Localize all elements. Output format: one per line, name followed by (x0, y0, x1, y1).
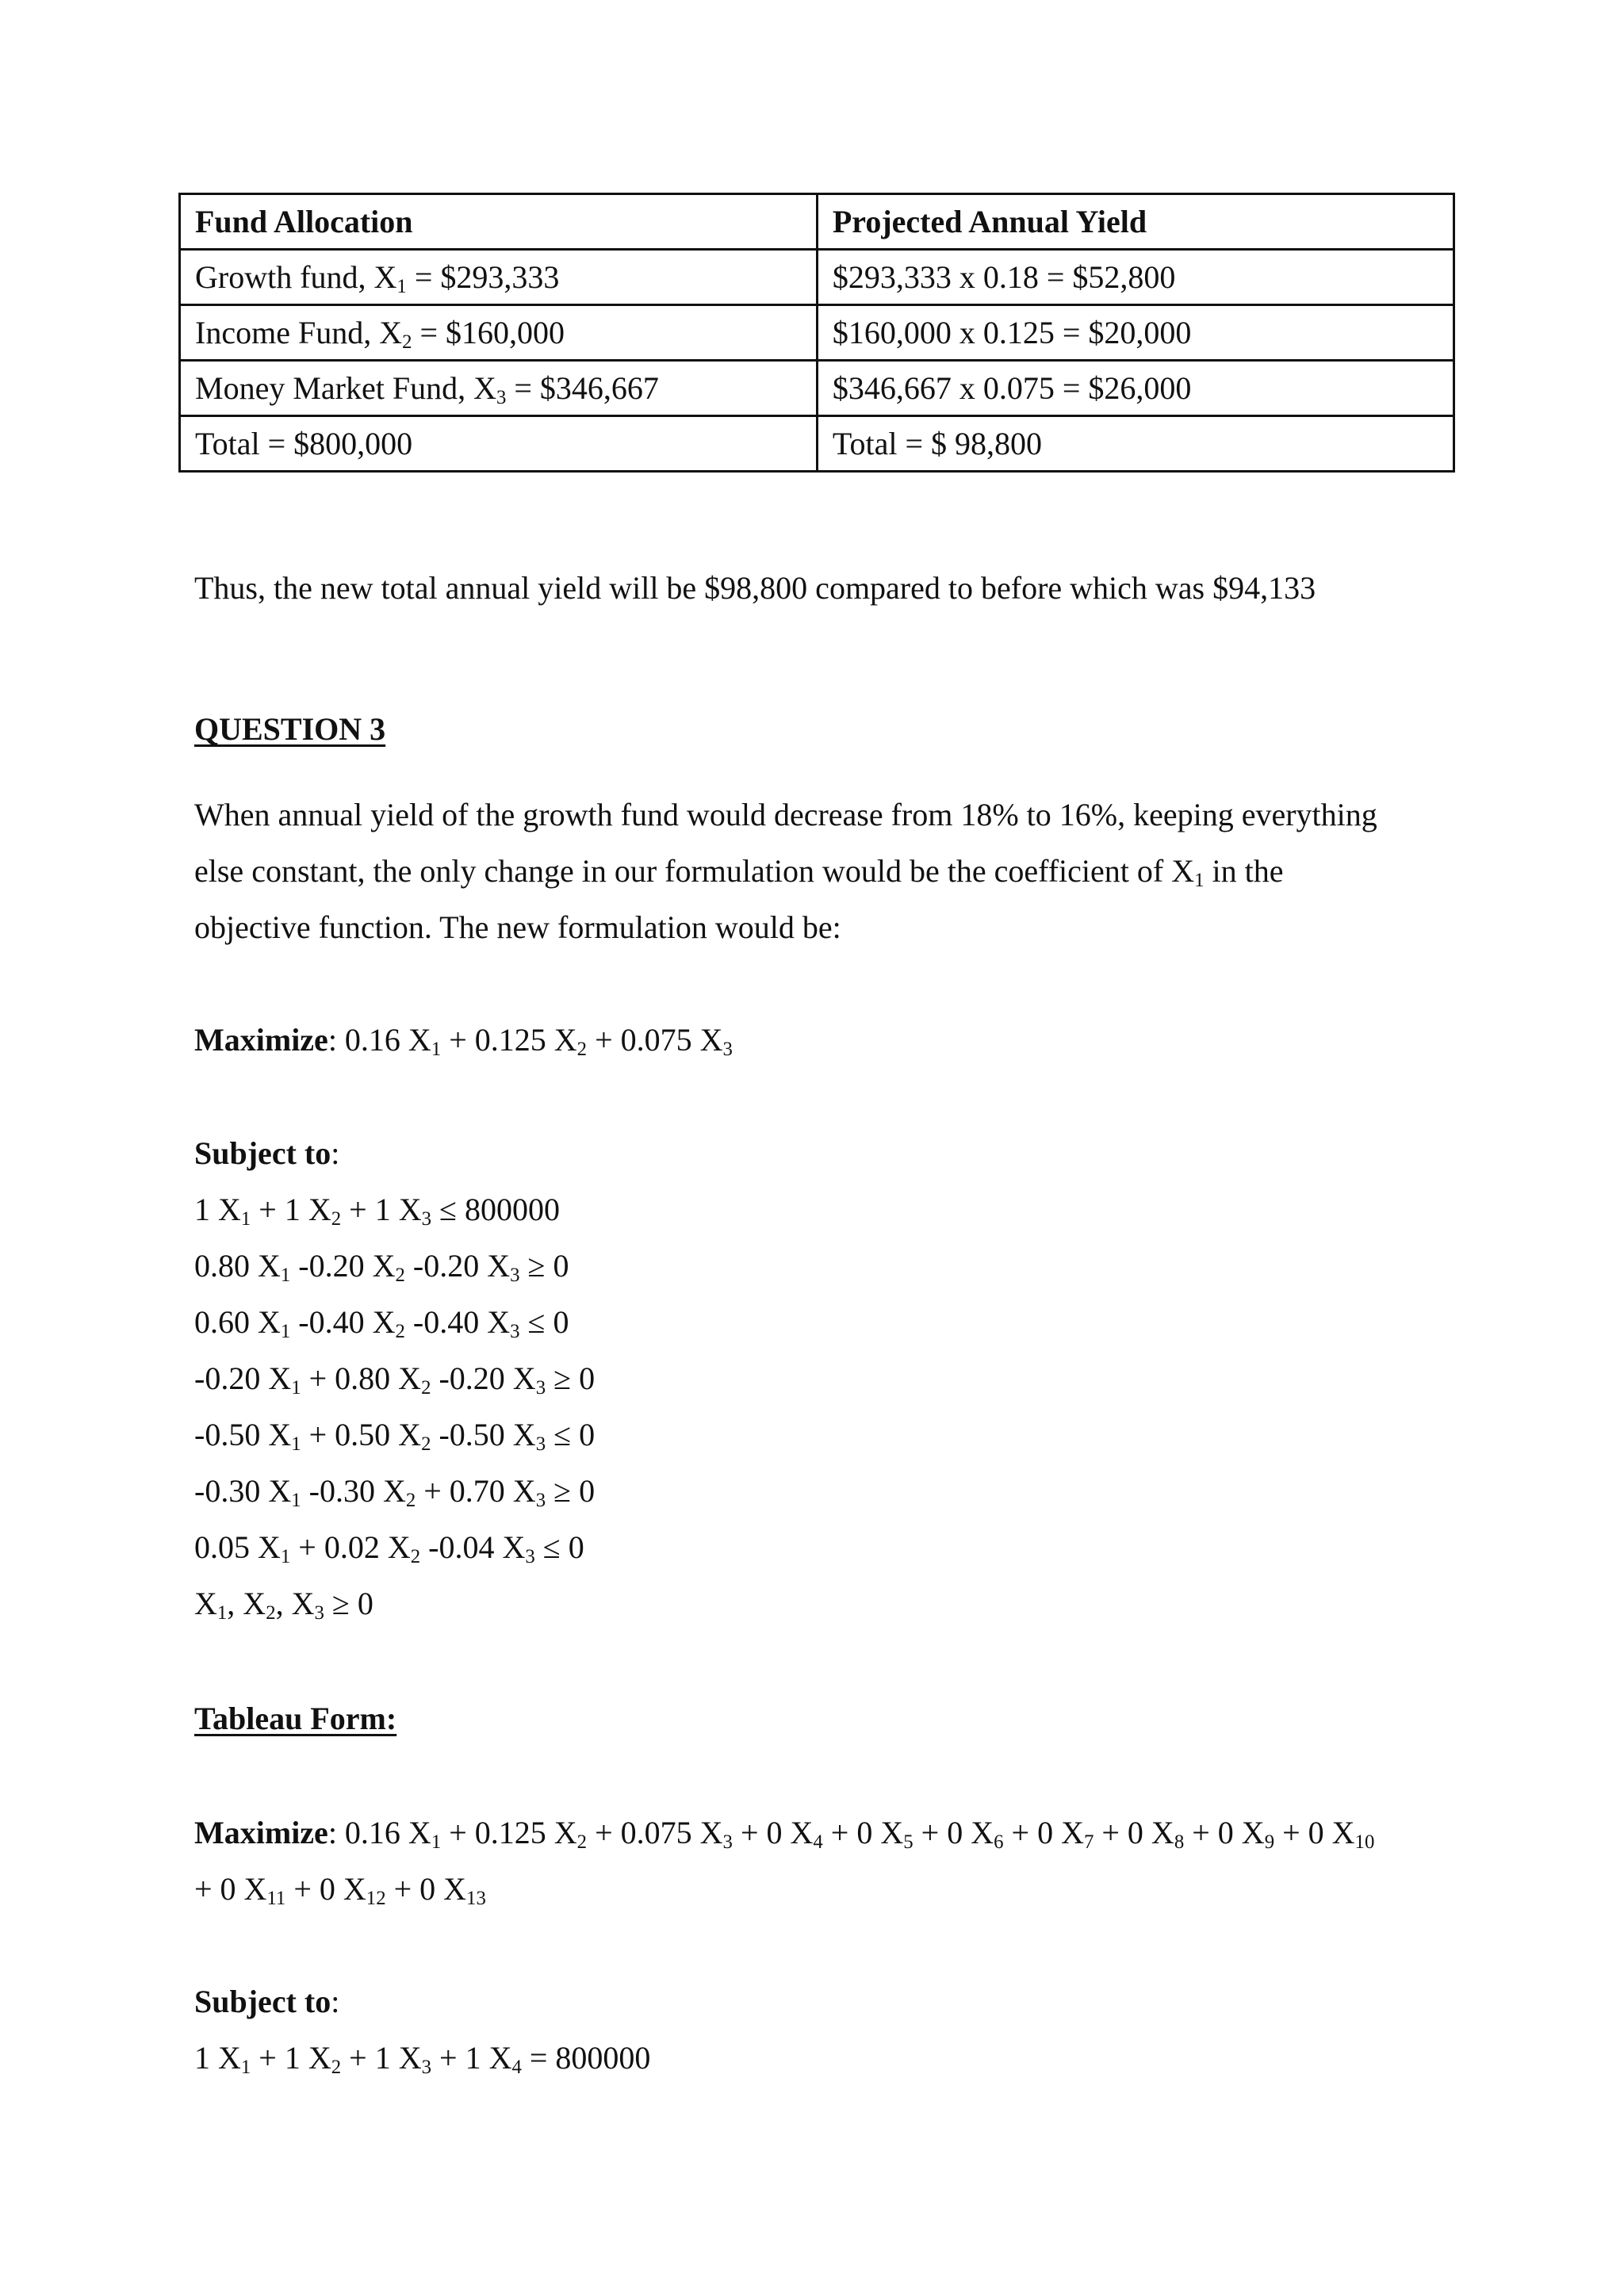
table-cell: Income Fund, $X_2$ = $160,000 (180, 305, 818, 361)
subject-to-label: Subject to (194, 1984, 331, 2019)
table-row (180, 250, 1454, 305)
table-cell: Total = $800,000 (180, 416, 818, 472)
maximize-label: Maximize (194, 1022, 328, 1058)
tableau-objective-line-1 (194, 1815, 1375, 1854)
paragraph-line: objective function. The new formulation would be: (194, 909, 841, 945)
constraint-line: 0.80 $X_1$ -0.20 $X_2$ -0.20 $X_3 \ge 0$ (194, 1248, 569, 1287)
constraint-line: $X_1$, $X_2$, $X_3 \ge 0$ (194, 1586, 373, 1624)
constraint-line: 0.60 $X_1$ -0.40 $X_2$ -0.40 $X_3 \le 0$ (194, 1304, 569, 1343)
table-cell: $346,667 x 0.075 = $26,000 (817, 361, 1454, 416)
header-projected-annual-yield: Projected Annual Yield (817, 194, 1454, 250)
summary-text: Thus, the new total annual yield will be $98,800 compared to before which was $94,133 (194, 570, 1316, 606)
constraint-line: 1 $X_1 + 1$ $X_2 + 1$ $X_3 \le 800000$ (194, 1192, 560, 1230)
constraint-line: -0.20 $X_1 + 0.80$ $X_2$ -0.20 $X_3 \ge 0$ (194, 1360, 596, 1399)
table-cell: Money Market Fund, $X_3$ = $346,667 (180, 361, 818, 416)
constraint-line: -0.50 $X_1 + 0.50$ $X_2$ -0.50 $X_3 \le 0$ (194, 1417, 596, 1456)
subject-to (194, 1135, 340, 1171)
objective-expression: : 0.16 $X_1 + 0.125$ $X_2 + 0.075$ $X_3$ (327, 1022, 733, 1061)
paragraph-line: When annual yield of the growth fund would decrease from 18% to 16%, keeping everything (194, 797, 1377, 832)
tableau-objective-line-2: + 0 $X_{11} + 0$ $X_{12} + 0$ $X_{13}$ (194, 1871, 486, 1910)
constraint-line: -0.30 $X_1$ -0.30 $X_2 + 0.70$ $X_3 \ge 0$ (194, 1473, 596, 1512)
tableau-subject-to (194, 1986, 339, 2018)
table-cell: Growth fund, $X_1$ = $293,333 (180, 250, 818, 305)
table-row (180, 305, 1454, 361)
fund-allocation-table (178, 193, 1455, 473)
table-cell: $160,000 x 0.125 = $20,000 (817, 305, 1454, 361)
maximize-label: Maximize (194, 1815, 328, 1850)
table-row (180, 416, 1454, 472)
subject-to-label: Subject to (194, 1135, 331, 1171)
constraint-line: 0.05 $X_1 + 0.02$ $X_2$ -0.04 $X_3 \le 0$ (194, 1529, 584, 1568)
tableau-constraint-line: 1 $X_1 + 1$ $X_2 + 1$ $X_3 + 1$ $X_4 = 800000$ (194, 2040, 651, 2079)
table-cell: $293,333 x 0.18 = $52,800 (817, 250, 1454, 305)
tableau-objective-expression: : 0.16 $X_1 + 0.125$ $X_2 + 0.075$ $X_3 + 0$ $X_4 + 0$ $X_5 + 0$ $X_6 + 0$ $X_7 + 0$ $X_8 + 0$ $X_9 + 0$ $X_{10}$ (327, 1815, 1375, 1854)
tableau-form-heading: Tableau Form: (194, 1701, 397, 1736)
table-cell: Total = $ 98,800 (817, 416, 1454, 472)
paragraph-line: else constant, the only change in our formulation would be the coefficient of $X_1$ in the (194, 853, 1284, 892)
table-row (180, 361, 1454, 416)
table-header-row (180, 194, 1454, 250)
question-3-heading: QUESTION 3 (194, 711, 386, 747)
header-fund-allocation: Fund Allocation (180, 194, 818, 250)
subject-to-colon: : (331, 1135, 340, 1171)
subject-to-colon: : (331, 1984, 340, 2019)
objective-function (194, 1022, 733, 1061)
